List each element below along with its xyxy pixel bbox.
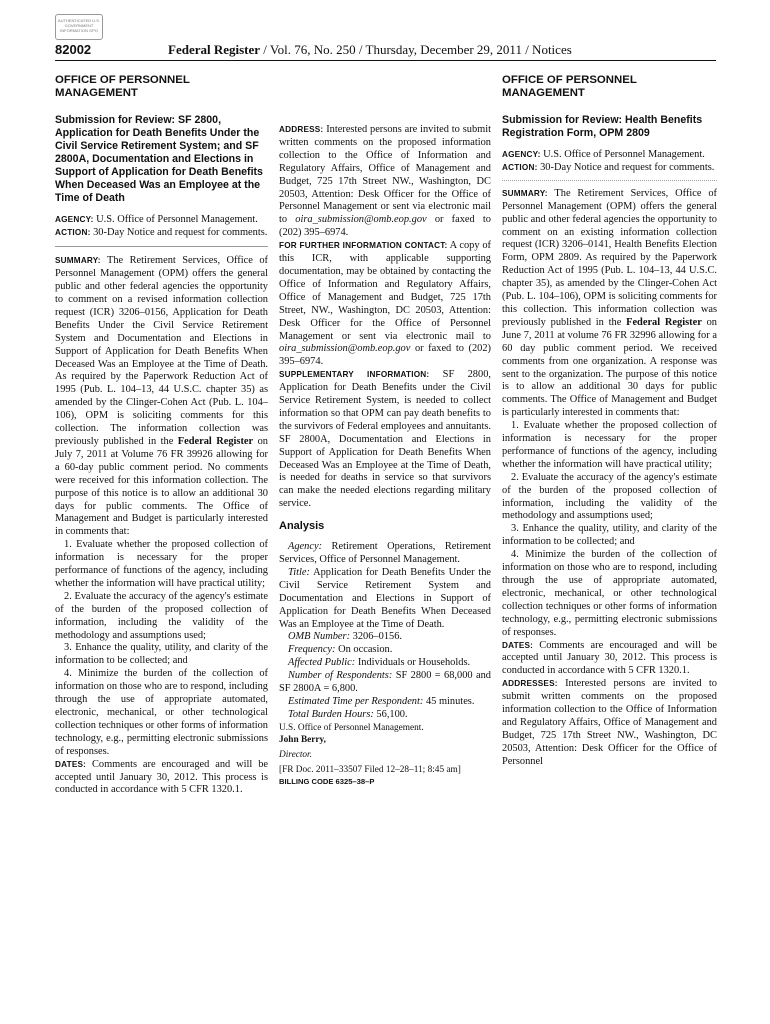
analysis-affected-public	[279, 657, 491, 670]
action-text: 30-Day Notice and request for comments.	[537, 161, 715, 173]
field-value: Individuals or Households.	[355, 657, 471, 669]
supplementary-label: SUPPLEMENTARY INFORMATION:	[279, 370, 430, 380]
list-item: 2. Evaluate the accuracy of the agency's estimate of the burden of the proposed collection of information, including the validity of the methodology and assumptions used;	[55, 590, 268, 641]
action-label: ACTION:	[502, 162, 538, 172]
agency-paragraph	[55, 214, 268, 227]
action-paragraph	[55, 227, 268, 240]
analysis-omb-number	[279, 631, 491, 644]
field-value: 56,100.	[373, 708, 408, 720]
list-item: 2. Evaluate the accuracy of the agency's estimate of the burden of the proposed collection of information, including the validity of the methodology and assumptions used;	[502, 471, 717, 522]
field-label: Number of Respondents:	[288, 670, 393, 682]
field-label: Total Burden Hours:	[288, 708, 374, 720]
field-label: Agency:	[288, 541, 323, 553]
agency-heading: OFFICE OF PERSONNEL MANAGEMENT	[502, 74, 637, 100]
summary-text: The Retirement Services, Office of Personnel Management (OPM) offers the general public and other federal agencies the opportunity to comment on an existing information collection request (ICR) 3206–0141, Health Benefits Election Form, OPM 2809. As required by the Paperwork Reduction Act of 1995 (Pub. L. 104–13, 44 U.S.C. chapter 35), as amended by the Clinger-Cohen Act (Pub. L. 104–106), OPM is soliciting comments for this collection. This information collection was previously published in the	[502, 187, 717, 328]
list-item: 1. Evaluate whether the proposed collection of information is necessary for the proper performance of functions of the agency, including whether the information will have practical utility;	[502, 420, 717, 470]
agency-text: U.S. Office of Personnel Management.	[540, 149, 705, 160]
analysis-frequency	[279, 644, 491, 657]
email-link[interactable]: oira_submission@omb.eop.gov	[295, 214, 427, 226]
field-value: On occasion.	[335, 644, 393, 656]
addresses-label: ADDRESSES:	[502, 679, 558, 689]
field-value: 3206–0156.	[350, 631, 402, 643]
list-item: 3. Enhance the quality, utility, and clarity of the information to be collected; and	[55, 642, 268, 667]
column-3	[502, 74, 717, 769]
analysis-agency	[279, 541, 491, 567]
signoff-name: John Berry,	[279, 734, 327, 745]
summary-paragraph	[502, 188, 717, 420]
agency-text: U.S. Office of Personnel Management.	[93, 214, 258, 226]
field-value: Retirement Operations, Retirement Services, Office of Personnel Management.	[279, 541, 491, 565]
list-item: 4. Minimize the burden of the collection of information on those who are to respond, including through the use of appropriate automated, electronic, mechanical, or other technological collection techniques or other forms of information technology, e.g., permitting electronic submissions of responses.	[55, 668, 268, 757]
dates-label: DATES:	[55, 759, 87, 769]
fr-doc: [FR Doc. 2011–33507 Filed 12–28–11; 8:45 am]	[279, 764, 461, 775]
address-label: ADDRESS:	[279, 125, 324, 134]
agency-heading: OFFICE OF PERSONNEL MANAGEMENT	[55, 74, 190, 100]
analysis-burden	[279, 709, 491, 722]
summary-paragraph	[55, 255, 268, 539]
signoff-title: Director.	[279, 749, 312, 760]
address-text-cont: or faxed to (202) 395–6974.	[279, 214, 492, 239]
addresses-paragraph	[502, 678, 717, 768]
dates-text: Comments are encouraged and will be accepted until January 30, 2012. This process is conducted in accordance with 5 CFR 1320.1.	[55, 758, 268, 796]
dates-paragraph	[502, 640, 717, 679]
list-item: 3. Enhance the quality, utility, and clarity of the information to be collected; and	[502, 523, 717, 548]
signoff-org: U.S. Office of Personnel Management.	[279, 722, 424, 733]
addresses-text: Interested persons are invited to submit written comments on the proposed information collection to the Office of Information and Regulatory Affairs, Office of Management and Budget, 725 17th Street NW., Washington, DC 20503, Attention: Desk Officer for the Office of Personnel	[502, 678, 717, 767]
field-value: 45 minutes.	[423, 695, 475, 707]
field-label: Affected Public:	[288, 657, 356, 669]
federal-register-ref: Federal Register	[177, 435, 254, 447]
dates-label: DATES:	[502, 640, 534, 650]
list-item: 4. Minimize the burden of the collection of information on those who are to respond, including through the use of appropriate automated, electronic, mechanical, or other technological collection techniques or other forms of information technology, e.g., permitting electronic submissions of responses.	[502, 549, 717, 638]
analysis-title	[279, 567, 491, 632]
action-text: 30-Day Notice and request for comments.	[90, 227, 268, 239]
notice-subject: Submission for Review: SF 2800, Application for Death Benefits Under the Civil Service Retirement System; and SF 2800A, Documentation and Elections in Support of Application for Death Benefits When Deceased Was an Employee at the Time of Death	[55, 113, 263, 205]
field-value: SF 2800 = 68,000 and SF 2800A = 6,800.	[279, 670, 491, 695]
email-link[interactable]: oira_submission@omb.eop.gov	[279, 343, 411, 355]
further-info-label: FOR FURTHER INFORMATION CONTACT:	[279, 241, 448, 251]
volume-info: / Vol. 76, No. 250 / Thursday, December 29, 2011 / Notices	[260, 42, 572, 57]
further-info-text: A copy of this ICR, with applicable supporting documentation, may be obtained by contacting the Office of Information and Regulatory Affairs, Office of Management and Budget, 725 17th Street, NW., Washington, DC 20503, Attention: Desk Officer for the Office of Personnel Management or sent via electronic mail to	[279, 240, 491, 342]
action-label: ACTION:	[55, 228, 91, 238]
divider	[55, 246, 268, 247]
address-text: Interested persons are invited to submit written comments on the proposed information collection to the Office of Information and Regulatory Affairs, Office of Management and Budget, 725 17th Street NW., Washington, DC 20503, Attention: Desk Officer for the Office of Personnel Management or sent via electronic mail to	[279, 124, 491, 226]
address-paragraph	[279, 124, 491, 240]
summary-text: The Retirement Services, Office of Personnel Management (OPM) offers the general public and other federal agencies the opportunity to comment on a revised information collection request (ICR) 3206–0156, Application for Death Benefits Under the Civil Service Retirement System and Documentation and Elections in Support of Application for Death Benefits When Deceased Was an Employee at the Time of Death. As required by the Paperwork Reduction Act of 1995 (Pub. L. 104–13, 44 U.S.C. chapter 35) as amended by the Clinger-Cohen Act (Pub. L. 104–106), OPM is soliciting comments for this collection. The information collection was previously published in the	[55, 255, 268, 447]
running-header	[168, 42, 572, 58]
analysis-time	[279, 696, 491, 709]
agency-paragraph	[502, 149, 717, 162]
supplementary-paragraph	[279, 369, 491, 511]
analysis-heading: Analysis	[279, 520, 325, 533]
agency-label: AGENCY:	[502, 150, 541, 159]
column-2	[279, 74, 491, 789]
dates-text: Comments are encouraged and will be accepted until January 30, 2012. This process is conducted in accordance with 5 CFR 1320.1.	[502, 639, 717, 677]
summary-label: SUMMARY:	[55, 256, 101, 266]
billing-code: BILLING CODE 6325–38–P	[279, 776, 375, 786]
field-label: OMB Number:	[288, 631, 351, 643]
gpo-authentication-seal	[55, 14, 103, 40]
notice-subject: Submission for Review: Health Benefits Registration Form, OPM 2809	[502, 113, 703, 139]
page-number: 82002	[55, 42, 92, 57]
supplementary-text: SF 2800, Application for Death Benefits under the Civil Service Retirement System, is needed to collect information so that OPM can pay death benefits to the survivors of Federal employees and annuitants. SF 2800A, Documentation and Elections in Support of Application for Death Benefits When Deceased Was an Employee at the Time of Death, is needed for deaths in service so that survivors can make the needed elections regarding military service.	[279, 369, 491, 510]
agency-label: AGENCY:	[55, 215, 94, 225]
summary-text-cont: on June 7, 2011 at volume 76 FR 32996 allowing for a 60 day public comment period. We received comments from one organization. A response was sent to the organization. The purpose of this notice is to allow an additional 30 days for public comments. The Office of Management and Budget is particularly interested in comments that:	[502, 316, 717, 419]
publication-name: Federal Register	[168, 42, 261, 57]
column-1	[55, 74, 268, 797]
field-label: Title:	[288, 566, 310, 578]
field-label: Frequency:	[288, 644, 336, 656]
dates-paragraph	[55, 759, 268, 798]
field-label: Estimated Time per Respondent:	[288, 695, 424, 707]
action-paragraph	[502, 162, 717, 175]
header-rule	[55, 60, 716, 61]
summary-label: SUMMARY:	[502, 188, 548, 198]
seal-text: AUTHENTICATED U.S. GOVERNMENT INFORMATION GPO	[57, 18, 101, 33]
analysis-respondents	[279, 670, 491, 696]
divider	[502, 180, 717, 181]
further-info-text-cont: or faxed to (202) 395–6974.	[279, 343, 491, 368]
field-value: Application for Death Benefits Under the Civil Service Retirement System and Documentation and Elections in Support of Application for Death Benefits When Deceased Was an Employee at the Time of Death.	[279, 566, 491, 630]
federal-register-ref: Federal Register	[626, 316, 702, 328]
summary-text-cont: on July 7, 2011 at Volume 76 FR 39926 allowing for a 60-day public comment period. No comments were received for this information collection. The purpose of this notice is to allow an additional 30 days for public comments. The Office of Management and Budget is particularly interested in comments that:	[55, 435, 268, 538]
further-info-paragraph	[279, 240, 491, 369]
list-item: 1. Evaluate whether the proposed collection of information is necessary for the proper performance of functions of the agency, including whether the information will have practical utility;	[55, 539, 268, 589]
